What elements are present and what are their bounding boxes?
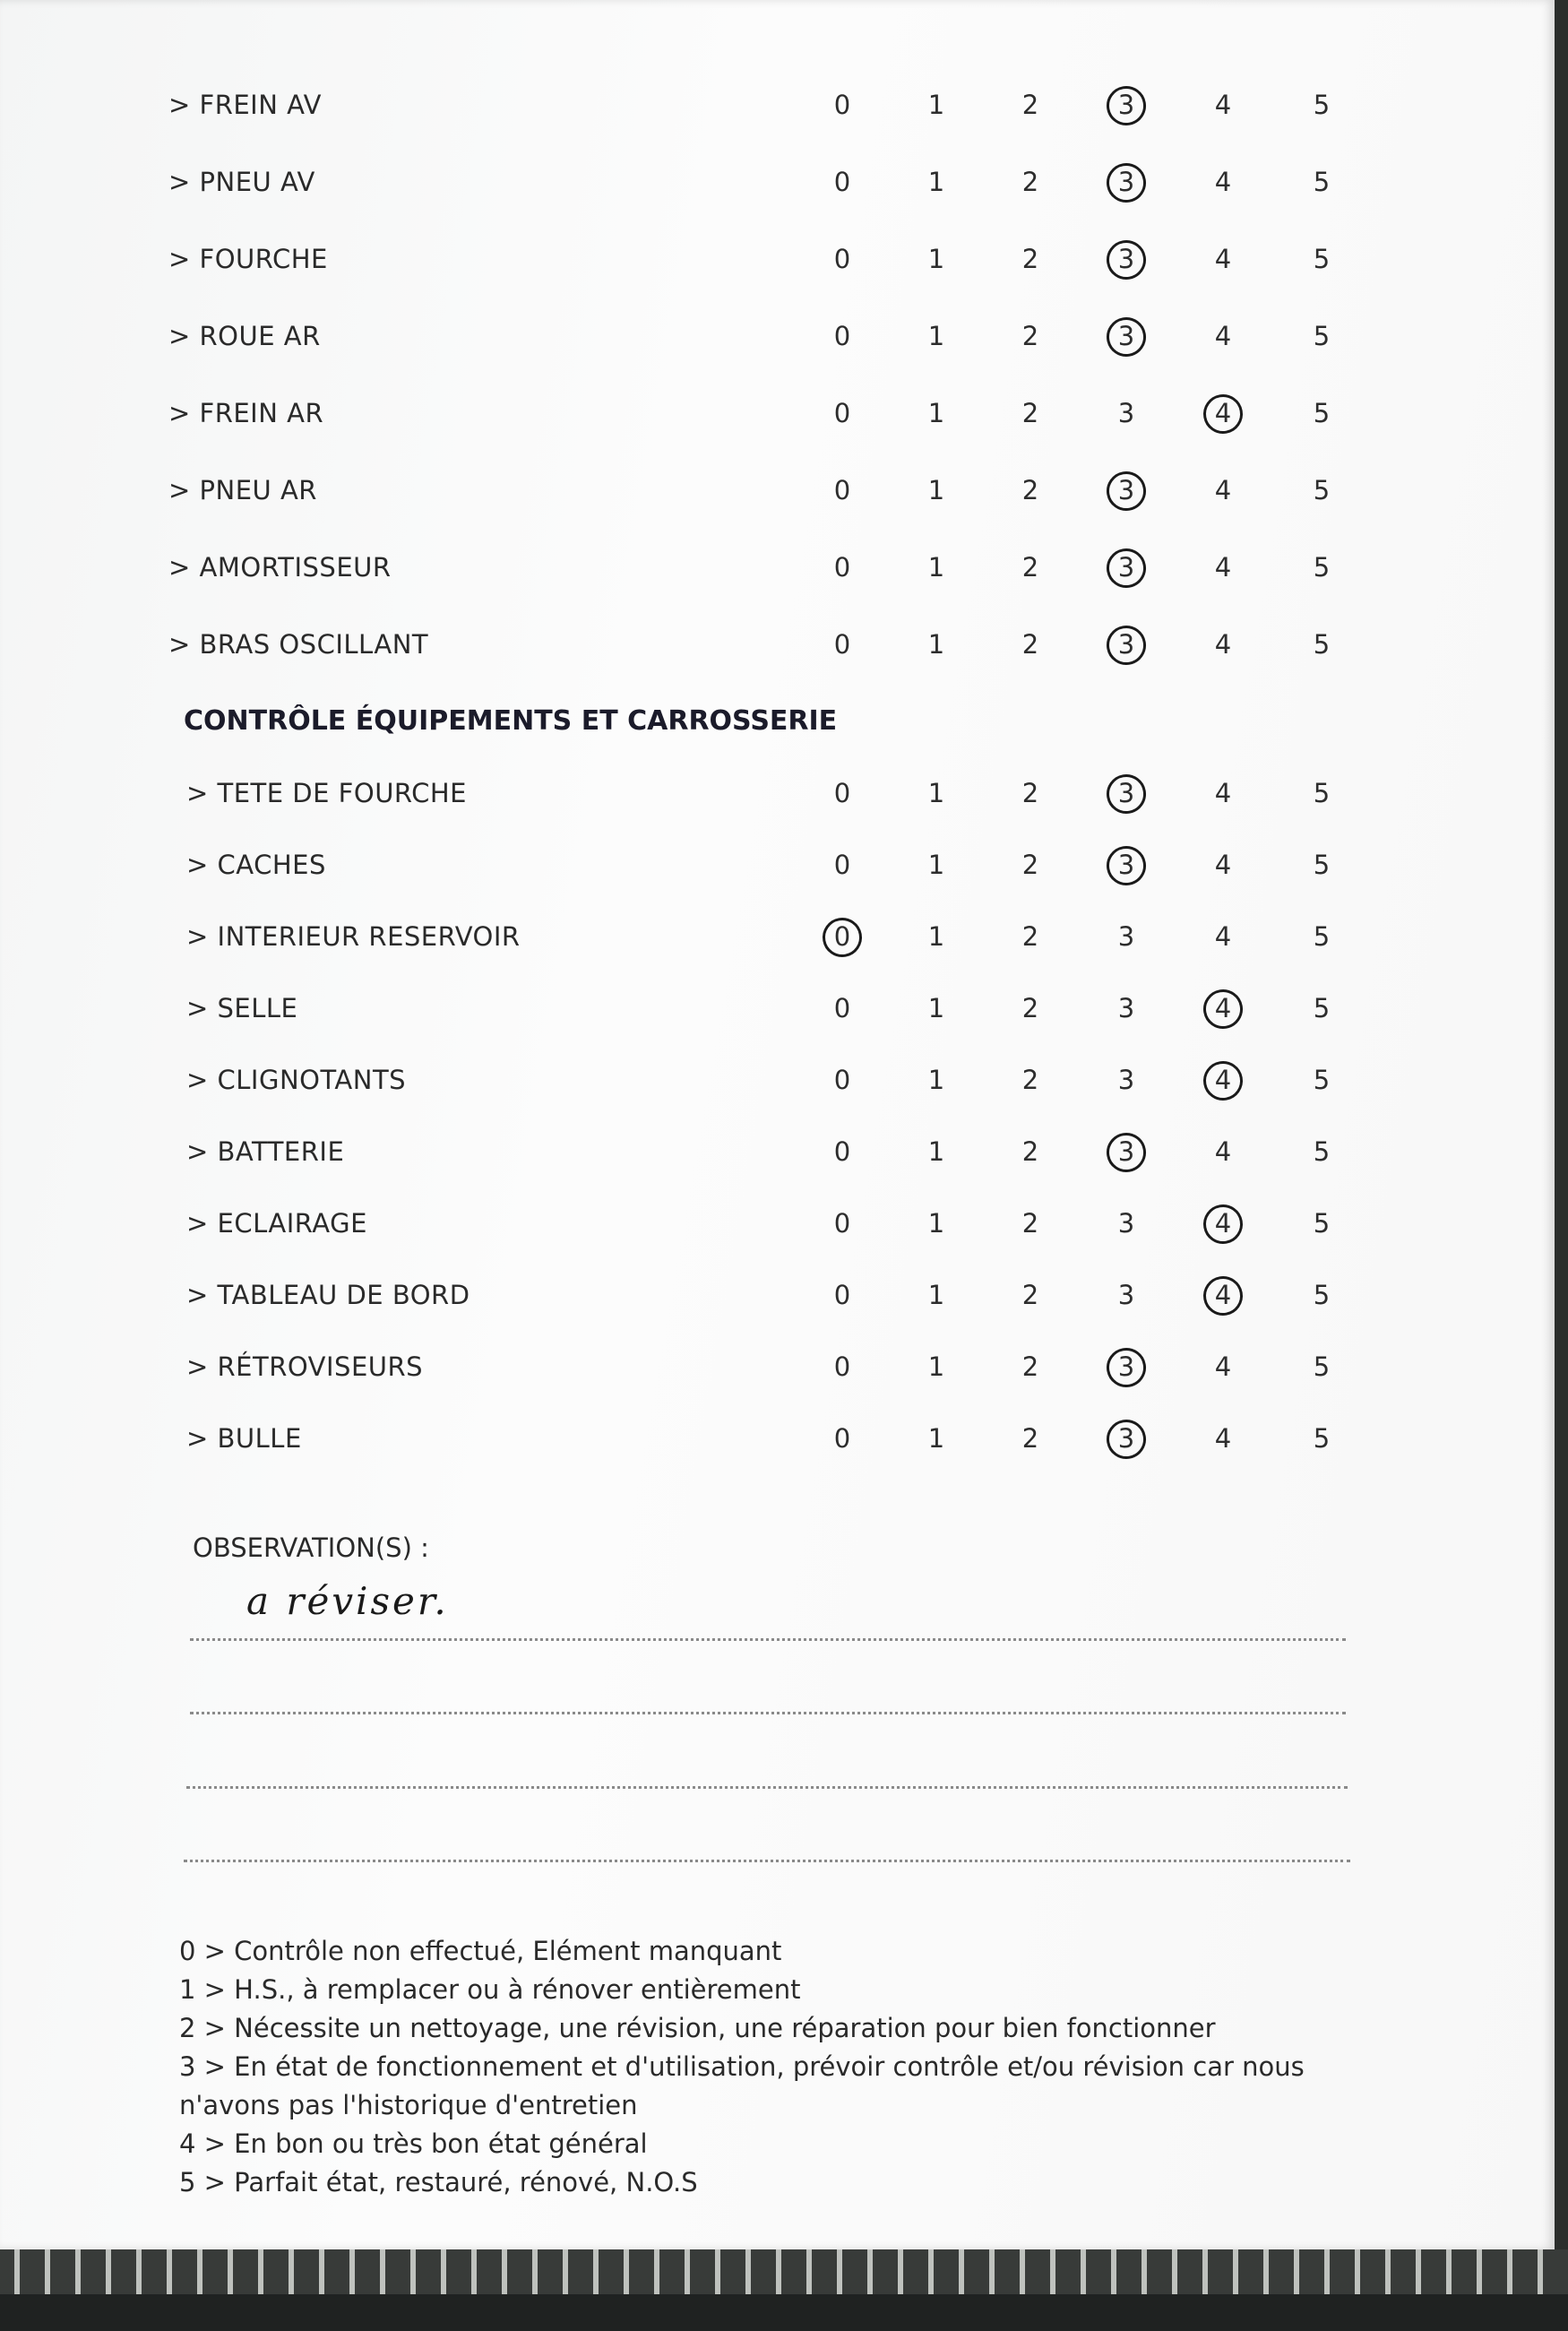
row-label: > CACHES [186, 850, 326, 880]
binder-edge [0, 2294, 1568, 2331]
score-option: 3 [1117, 1136, 1135, 1167]
score-option: 1 [927, 90, 945, 120]
score-option: 3 [1117, 629, 1135, 660]
score-option: 2 [1021, 552, 1039, 583]
score-option: 2 [1021, 1136, 1039, 1167]
score-option: 2 [1021, 1423, 1039, 1454]
score-option: 4 [1214, 1280, 1232, 1310]
legend-line: 1 > H.S., à remplacer ou à rénover entièrement [179, 1974, 801, 2005]
row-label: > AMORTISSEUR [168, 552, 392, 583]
score-option: 5 [1313, 1351, 1331, 1382]
section-title: CONTRÔLE ÉQUIPEMENTS ET CARROSSERIE [184, 705, 838, 737]
score-option: 4 [1214, 167, 1232, 197]
score-option: 3 [1117, 1351, 1135, 1382]
score-option: 0 [833, 90, 851, 120]
score-option: 5 [1313, 1065, 1331, 1095]
row-label: > FREIN AV [168, 90, 322, 120]
observation-line [186, 1786, 1348, 1789]
score-option: 5 [1313, 321, 1331, 351]
score-option: 3 [1117, 552, 1135, 583]
score-option: 3 [1117, 778, 1135, 808]
score-option: 1 [927, 921, 945, 952]
score-option: 0 [833, 1351, 851, 1382]
score-option: 2 [1021, 398, 1039, 428]
row-label: > BATTERIE [186, 1136, 345, 1167]
score-option: 3 [1117, 167, 1135, 197]
score-option: 5 [1313, 167, 1331, 197]
score-option: 4 [1214, 1423, 1232, 1454]
score-option: 5 [1313, 1280, 1331, 1310]
score-option: 0 [833, 993, 851, 1023]
score-option: 5 [1313, 244, 1331, 274]
score-option: 1 [927, 629, 945, 660]
score-option: 4 [1214, 1351, 1232, 1382]
score-option: 2 [1021, 321, 1039, 351]
row-label: > PNEU AV [168, 167, 315, 197]
score-option: 0 [833, 167, 851, 197]
score-option: 2 [1021, 90, 1039, 120]
score-option: 0 [833, 778, 851, 808]
score-option: 3 [1117, 1065, 1135, 1095]
score-option: 2 [1021, 1351, 1039, 1382]
score-option: 4 [1214, 90, 1232, 120]
score-option: 5 [1313, 850, 1331, 880]
score-option: 2 [1021, 850, 1039, 880]
score-option: 5 [1313, 921, 1331, 952]
score-option: 3 [1117, 398, 1135, 428]
score-option: 0 [833, 629, 851, 660]
score-option: 4 [1214, 1065, 1232, 1095]
score-option: 5 [1313, 90, 1331, 120]
score-option: 1 [927, 1351, 945, 1382]
legend-line: 3 > En état de fonctionnement et d'utilisation, prévoir contrôle et/ou révision car nous [179, 2051, 1305, 2082]
score-option: 1 [927, 778, 945, 808]
score-option: 2 [1021, 1065, 1039, 1095]
score-option: 5 [1313, 1136, 1331, 1167]
score-option: 3 [1117, 244, 1135, 274]
score-option: 0 [833, 244, 851, 274]
score-option: 3 [1117, 921, 1135, 952]
score-option: 5 [1313, 552, 1331, 583]
score-option: 0 [833, 921, 851, 952]
score-option: 2 [1021, 921, 1039, 952]
row-label: > INTERIEUR RESERVOIR [186, 921, 521, 952]
score-option: 3 [1117, 475, 1135, 505]
score-option: 2 [1021, 475, 1039, 505]
score-option: 0 [833, 850, 851, 880]
observation-line [190, 1638, 1346, 1641]
score-option: 4 [1214, 778, 1232, 808]
score-option: 0 [833, 475, 851, 505]
row-label: > SELLE [186, 993, 298, 1023]
score-option: 5 [1313, 1423, 1331, 1454]
score-option: 5 [1313, 993, 1331, 1023]
score-option: 4 [1214, 1136, 1232, 1167]
score-option: 5 [1313, 629, 1331, 660]
score-option: 2 [1021, 993, 1039, 1023]
observation-handwriting: a réviser. [246, 1579, 449, 1623]
row-label: > RÉTROVISEURS [186, 1351, 424, 1382]
score-option: 0 [833, 1208, 851, 1239]
score-option: 1 [927, 244, 945, 274]
score-option: 3 [1117, 321, 1135, 351]
score-option: 4 [1214, 629, 1232, 660]
score-option: 1 [927, 850, 945, 880]
legend-line: 4 > En bon ou très bon état général [179, 2128, 648, 2159]
score-option: 0 [833, 552, 851, 583]
observation-line [184, 1860, 1350, 1862]
score-option: 2 [1021, 1208, 1039, 1239]
score-option: 4 [1214, 1208, 1232, 1239]
row-label: > FREIN AR [168, 398, 324, 428]
score-option: 3 [1117, 1423, 1135, 1454]
score-option: 1 [927, 1065, 945, 1095]
score-option: 2 [1021, 244, 1039, 274]
score-option: 4 [1214, 850, 1232, 880]
row-label: > ROUE AR [168, 321, 321, 351]
score-option: 3 [1117, 90, 1135, 120]
score-option: 2 [1021, 629, 1039, 660]
legend-line: 5 > Parfait état, restauré, rénové, N.O.S [179, 2167, 698, 2197]
score-option: 3 [1117, 850, 1135, 880]
score-option: 4 [1214, 921, 1232, 952]
row-label: > TETE DE FOURCHE [186, 778, 467, 808]
score-option: 1 [927, 167, 945, 197]
legend-line: 2 > Nécessite un nettoyage, une révision, une réparation pour bien fonctionner [179, 2013, 1216, 2043]
row-label: > CLIGNOTANTS [186, 1065, 407, 1095]
score-option: 4 [1214, 244, 1232, 274]
score-option: 0 [833, 398, 851, 428]
score-option: 4 [1214, 321, 1232, 351]
score-option: 0 [833, 1423, 851, 1454]
score-option: 1 [927, 398, 945, 428]
row-label: > FOURCHE [168, 244, 328, 274]
score-option: 5 [1313, 778, 1331, 808]
score-option: 5 [1313, 1208, 1331, 1239]
score-option: 5 [1313, 475, 1331, 505]
score-option: 0 [833, 1280, 851, 1310]
score-option: 4 [1214, 398, 1232, 428]
score-option: 0 [833, 1136, 851, 1167]
observation-line [190, 1712, 1346, 1714]
score-option: 1 [927, 1208, 945, 1239]
score-option: 1 [927, 1280, 945, 1310]
score-option: 3 [1117, 1208, 1135, 1239]
score-option: 0 [833, 321, 851, 351]
legend-line: n'avons pas l'historique d'entretien [179, 2090, 638, 2120]
score-option: 1 [927, 1136, 945, 1167]
score-option: 1 [927, 552, 945, 583]
score-option: 4 [1214, 475, 1232, 505]
score-option: 5 [1313, 398, 1331, 428]
score-option: 1 [927, 321, 945, 351]
score-option: 1 [927, 1423, 945, 1454]
score-option: 4 [1214, 552, 1232, 583]
score-option: 1 [927, 475, 945, 505]
score-option: 3 [1117, 1280, 1135, 1310]
score-option: 2 [1021, 167, 1039, 197]
legend-line: 0 > Contrôle non effectué, Elément manquant [179, 1936, 782, 1966]
row-label: > ECLAIRAGE [186, 1208, 367, 1239]
row-label: > TABLEAU DE BORD [186, 1280, 470, 1310]
score-option: 4 [1214, 993, 1232, 1023]
score-option: 2 [1021, 778, 1039, 808]
row-label: > BRAS OSCILLANT [168, 629, 429, 660]
score-option: 3 [1117, 993, 1135, 1023]
score-option: 0 [833, 1065, 851, 1095]
observation-label: OBSERVATION(S) : [193, 1532, 429, 1563]
score-option: 2 [1021, 1280, 1039, 1310]
row-label: > PNEU AR [168, 475, 317, 505]
row-label: > BULLE [186, 1423, 302, 1454]
score-option: 1 [927, 993, 945, 1023]
